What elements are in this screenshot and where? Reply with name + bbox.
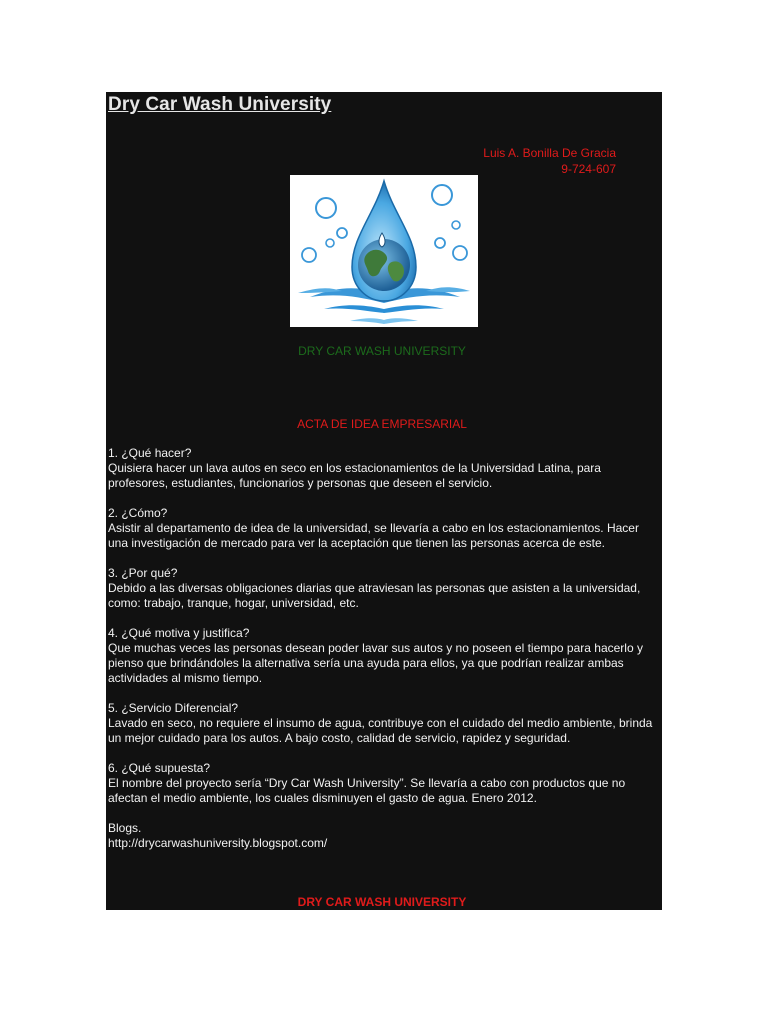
document-page bbox=[106, 92, 662, 910]
blogs-label: Blogs. bbox=[108, 821, 142, 835]
section-1 bbox=[108, 446, 660, 491]
water-drop-globe-icon bbox=[290, 175, 478, 327]
question-text: 2. ¿Cómo? bbox=[108, 506, 168, 520]
author-id: 9-724-607 bbox=[561, 162, 616, 176]
section-5 bbox=[108, 701, 660, 746]
section-6 bbox=[108, 761, 660, 806]
answer-text: Asistir al departamento de idea de la universidad, se llevaría a cabo en los estacionamientos. Hacer una investigación de mercado para ver la aceptación que tienen las personas acerca de este. bbox=[108, 521, 639, 550]
question-text: 6. ¿Qué supuesta? bbox=[108, 761, 211, 775]
blog-link[interactable]: http://drycarwashuniversity.blogspot.com/ bbox=[108, 836, 328, 850]
section-2 bbox=[108, 506, 660, 551]
logo-caption: DRY CAR WASH UNIVERSITY bbox=[298, 344, 466, 358]
question-text: 3. ¿Por qué? bbox=[108, 566, 178, 580]
answer-text: Lavado en seco, no requiere el insumo de agua, contribuye con el cuidado del medio ambiente, brinda un mejor cuidado para los autos. A bajo costo, calidad de servicio, rapidez y seguridad. bbox=[108, 716, 653, 745]
section-heading: ACTA DE IDEA EMPRESARIAL bbox=[297, 417, 467, 431]
author-name: Luis A. Bonilla De Gracia bbox=[483, 146, 616, 160]
document-title: Dry Car Wash University bbox=[108, 94, 332, 115]
section-4 bbox=[108, 626, 660, 686]
answer-text: Que muchas veces las personas desean poder lavar sus autos y no poseen el tiempo para hacerlo y pienso que brindándoles la alternativa sería una ayuda para ellos, ya que podrían realizar ambas actividades al mismo tiempo. bbox=[108, 641, 643, 685]
question-text: 1. ¿Qué hacer? bbox=[108, 446, 192, 460]
answer-text: Quisiera hacer un lava autos en seco en los estacionamientos de la Universidad Latina, para profesores, estudiantes, funcionarios y personas que deseen el servicio. bbox=[108, 461, 601, 490]
answer-text: El nombre del proyecto sería “Dry Car Wash University”. Se llevaría a cabo con productos que no afectan el medio ambiente, los cuales disminuyen el gasto de agua. Enero 2012. bbox=[108, 776, 626, 805]
footer-title: DRY CAR WASH UNIVERSITY bbox=[297, 895, 467, 909]
document-body bbox=[108, 446, 660, 866]
section-3 bbox=[108, 566, 660, 611]
question-text: 4. ¿Qué motiva y justifica? bbox=[108, 626, 250, 640]
answer-text: Debido a las diversas obligaciones diarias que atraviesan las personas que asisten a la universidad, como: trabajo, tranque, hogar, universidad, etc. bbox=[108, 581, 641, 610]
author-block bbox=[483, 145, 616, 177]
question-text: 5. ¿Servicio Diferencial? bbox=[108, 701, 239, 715]
blogs-section bbox=[108, 821, 660, 851]
